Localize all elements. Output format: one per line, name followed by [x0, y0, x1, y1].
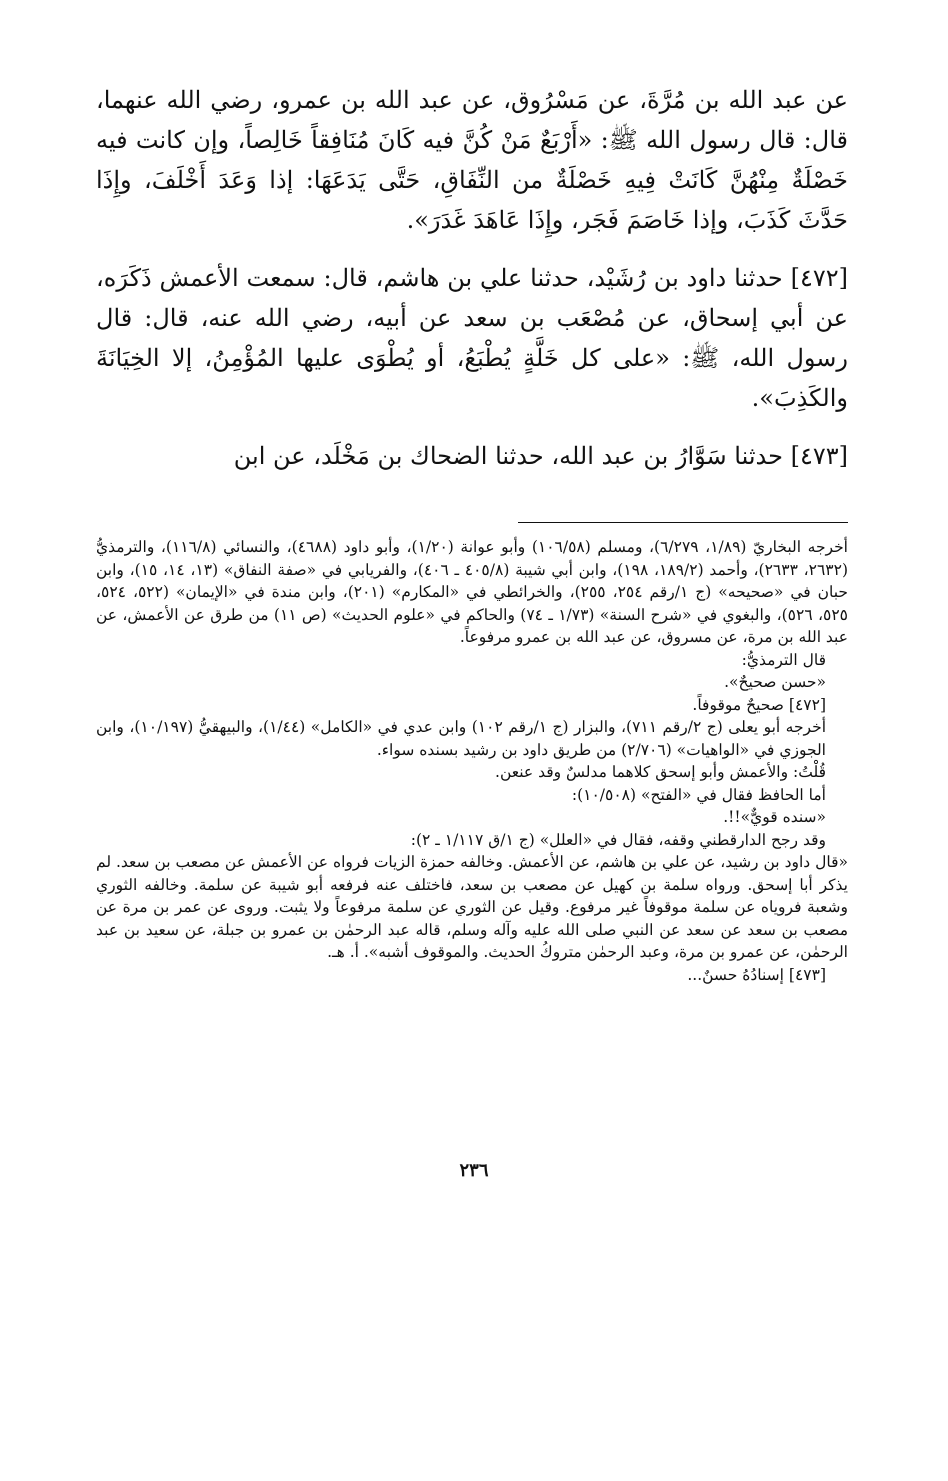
- footnote-line: «قال داود بن رشيد، عن علي بن هاشم، عن الأعمش. وخالفه حمزة الزيات فرواه عن الأعمش عن مصعب بن سعد. لم يذكر أبا إسحق. ورواه سلمة بن كهيل عن مصعب بن سعد، فاختلف عنه فرفعه أبو شيبة عن سلمة. وخالفه الثوري وشعبة فروياه عن سلمة موقوفاً غير مرفوع. وقيل عن الثوري عن سلمة مرفوعاً ولا يثبت. وروى عن عمر بن مرة عن مصعب بن سعد عن سعد عن النبي صلى الله عليه وآله وسلم، قاله عبد الرحمٰن بن عمرو بن جبلة، عن سعيد بن عبد الرحمٰن، عن عمرو بن مرة، وعبد الرحمٰن متروكُ الحديث. والموقوف أشبه». أ. هـ.: [96, 853, 848, 961]
- footnote-line: وقد رجح الدارقطني وقفه، فقال في «العلل» (ج ١/ق ١/١١٧ ـ ٢):: [410, 830, 826, 849]
- page-number: ٢٣٦: [459, 1160, 489, 1181]
- footnote-line: قُلْتُ: والأعمش وأبو إسحق كلاهما مدلسٌ وقد عنعن.: [495, 763, 826, 781]
- footnote-line: أخرجه أبو يعلى (ج ٢/رقم ٧١١)، والبزار (ج ١/رقم ١٠٢) وابن عدي في «الكامل» (١/٤٤)، والبيهقيُّ (١٠/١٩٧)، وابن الجوزي في «الواهيات» (٢/٧٠٦) من طريق داود بن رشيد بسنده سواء.: [96, 718, 827, 759]
- main-text: [96, 80, 848, 476]
- footnote-line: «حسن صحيحٌ».: [724, 673, 826, 691]
- hadith-paragraph-473: [٤٧٣] حدثنا سَوَّارُ بن عبد الله، حدثنا الضحاك بن مَخْلَد، عن ابن: [233, 442, 848, 470]
- footnote-line: أخرجه البخاريّ (١/٨٩، ٦/٢٧٩)، ومسلم (١٠٦/٥٨) وأبو عوانة (١/٢٠)، وأبو داود (٤٦٨٨)، والنسائي (١١٦/٨)، والترمذيُّ (٢٦٣٢، ٢٦٣٣)، وأحمد (١٨٩/٢، ١٩٨)، وابن أبي شيبة (٤٠٥/٨ ـ ٤٠٦)، والفريابي في «صفة النفاق» (١٣، ١٤، ١٥)، وابن حبان في «صحيحه» (ج ١/رقم ٢٥٤، ٢٥٥)، والخرائطي في «المكارم» (٢٠١)، وابن مندة في «الإيمان» (٥٢٢، ٥٢٤، ٥٢٥، ٥٢٦)، والبغوي في «شرح السنة» (١/٧٣ ـ ٧٤) والحاكم في «علوم الحديث» (ص ١١) من طرق عن الأعمش، عن عبد الله بن مرة، عن مسروق، عن عبد الله بن عمرو مرفوعاً.: [96, 538, 848, 646]
- footnote-line: [٤٧٣] إسنادُهُ حسنٌ...: [687, 965, 826, 984]
- hadith-paragraph-472: [٤٧٢] حدثنا داود بن رُشَيْد، حدثنا علي بن هاشم، قال: سمعت الأعمش ذَكَرَه، عن أبي إسحاق، عن مُصْعَب بن سعد عن أبيه، رضي الله عنه، قال: قال رسول الله، ﷺ: «على كل خَلَّةٍ يُطْبَعُ، أو يُطْوَى عليها المُؤْمِنُ، إلا الخِيَانَةَ والكَذِبَ».: [96, 264, 849, 412]
- footnote-line: قال الترمذيُّ:: [741, 650, 826, 669]
- footnote-line: [٤٧٢] صحيحٌ موقوفاً.: [692, 695, 826, 714]
- hadith-paragraph-1: عن عبد الله بن مُرَّةَ، عن مَسْرُوق، عن عبد الله بن عمرو، رضي الله عنهما، قال: قال رسول الله ﷺ: «أَرْبَعٌ مَنْ كُنَّ فيه كَانَ مُنَافِقاً خَالِصاً، وإن كانت فيه خَصْلَةٌ مِنْهُنَّ كَانَتْ فِيهِ خَصْلَةٌ من النِّفَاقِ، حَتَّى يَدَعَهَا: إذا وَعَدَ أَخْلَفَ، وإِذَا حَدَّثَ كَذَبَ، وإذا خَاصَمَ فَجَر، وإِذَا عَاهَدَ غَدَرَ».: [96, 86, 849, 234]
- footnote-divider: [518, 522, 848, 523]
- footnote-line: «سنده قويٌّ»!!.: [723, 808, 826, 826]
- footnote-line: أما الحافظ فقال في «الفتح» (١٠/٥٠٨):: [571, 785, 826, 804]
- footnotes: [96, 536, 848, 986]
